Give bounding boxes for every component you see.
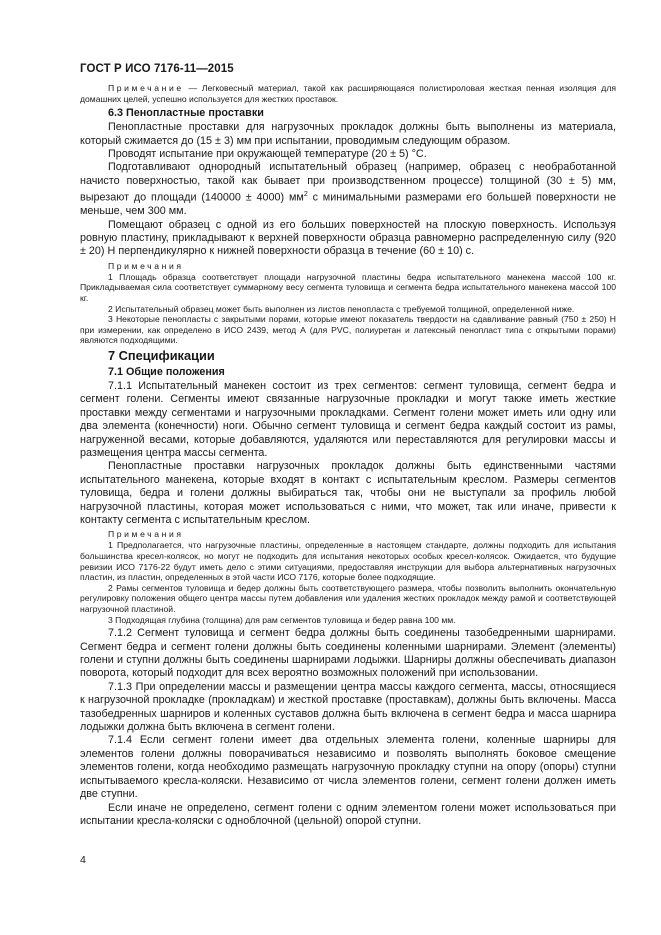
section-6-3-paragraph-4: Помещают образец с одной из его больших поверхностей на плоскую поверхность. Используя ровную пластину, прикладывают к верхней поверхности образца равномерно распределенную силу (920 ± 20) Н перпендикулярно к нижней поверхности образца в течение (60 ± 10) с. — [80, 218, 616, 258]
note-intro — [80, 83, 616, 104]
p3-part-a: Подготавливают однородный испытательный образец (например, образец с необработанной начисто поверхностью, такой как бывает при производственном процессе) толщиной (30 ± 5) мм, вырезают до площади (140000 ± 4000) мм — [80, 161, 616, 204]
note-6-3-1: 1 Площадь образца соответствует площади нагрузочной пластины бедра испытательного манекена массой 100 кг. Прикладываемая сила соответствует суммарному весу сегмента туловища и сегмента бедра испытательного манекена массой 100 кг. — [80, 271, 616, 304]
note-7-1-2: 2 Рамы сегментов туловища и бедер должны быть соответствующего размера, чтобы позволить выполнить окончательную регулировку положения общего центра массы путем добавления или удаления жестких прокладок между рамой и соответствующей нагрузочной пластиной. — [80, 582, 616, 615]
section-7-1-1: 7.1.1 Испытательный манекен состоит из трех сегментов: сегмент туловища, сегмент бедра и сегмент голени. Сегменты имеют связанные нагрузочные прокладки и могут также иметь жесткие проставки между сегментами и нагрузочными прокладками. Сегмент голени может иметь или одну или два элемента (конечности) ноги. Обычно сегмент туловища и сегмент бедра каждый состоит из рамы, нагруженной весами, которые добавляются, удаляются или переставляются для регулировки массы и размещения центра массы сегмента. — [80, 380, 616, 460]
section-7-1-title: 7.1 Общие положения — [108, 366, 225, 378]
section-7-1-2: 7.1.2 Сегмент туловища и сегмент бедра должны быть соединены тазобедренными шарнирами. Сегмент бедра и сегмент голени должны быть соединены коленными шарнирами. Элемент (элементы) голени и ступни должны быть соединены шарнирами лодыжки. Шарниры должны обеспечивать диапазон поворота, который подходит для всех вероятно возможных положений при использовании. — [80, 627, 616, 680]
section-7-1-1-b: Пенопластные проставки нагрузочных прокладок должны быть единственными частями испытательного манекена, которые входят в контакт с испытательным креслом. Размеры сегментов туловища, бедра и голени должны выбираться так, чтобы они не выступали за профиль любой нагрузочной пластины, которая может использоваться с ними, что может, так или иначе, привести к контакту сегмента с испытательным креслом. — [80, 460, 616, 527]
document-header: ГОСТ Р ИСО 7176-11—2015 — [80, 63, 234, 75]
section-6-3-paragraph-3 — [80, 161, 616, 218]
note-7-1-1: 1 Предполагается, что нагрузочные пластины, определенные в настоящем стандарте, должны подходить для испытания большинства кресел-колясок, но могут не подходить для испытания некоторых особых кресел-колясок. Ожидается, что будущие ревизии ИСО 7176-22 будут иметь дело с этими ситуациями, предоставляя инструкции для выбора альтернативных нагрузочных пластин, из пластин, определенных в этой части ИСО 7176, которые более подходящие. — [80, 540, 616, 583]
page-number: 4 — [80, 854, 86, 866]
page-content — [80, 83, 616, 828]
section-6-3-title: 6.3 Пенопластные проставки — [108, 107, 264, 120]
note-6-3-2: 2 Испытательный образец может быть выполнен из листов пенопласта с требуемой толщиной, определенной ниже. — [108, 303, 575, 314]
section-7-1-4: 7.1.4 Если сегмент голени имеет два отдельных элемента голени, коленные шарниры для элементов голени должны поворачиваться независимо и позволять выполнять боковое смещение элементов голени, когда необходимо размещать нагрузочную прокладку ступни на опору (опоры) ступни испытываемого кресла-коляски. Независимо от числа элементов голени, сегмент голени должен иметь две ступни. — [80, 734, 616, 801]
section-7-1-4-b: Если иначе не определено, сегмент голени с одним элементом голени может использоваться при испытании кресла-коляски с одноблочной (цельной) опорой ступни. — [80, 801, 616, 827]
section-6-3-paragraph-2: Проводят испытание при окружающей температуре (20 ± 5) °С. — [108, 148, 427, 160]
notes-heading-6-3: Примечания — [108, 260, 184, 271]
note-6-3-3: 3 Некоторые пенопласты с закрытыми порами, которые имеют показатель твердости на сдавливание равный (750 ± 250) Н при измерении, как определено в ИСО 2439, метод А (для PVC, полиуретан и латексный пенопласт типа с открытыми порами) являются подходящими. — [80, 314, 616, 346]
notes-heading-7-1: Примечания — [108, 529, 184, 540]
note-7-1-3: 3 Подходящая глубина (толщина) для рам сегментов туловища и бедер равна 100 мм. — [108, 614, 456, 625]
section-7-title: 7 Спецификации — [108, 348, 215, 363]
p3-superscript: 2 — [303, 191, 308, 199]
section-7-1-3: 7.1.3 При определении массы и размещении центра массы каждого сегмента, массы, относящиеся к нагрузочной прокладке (прокладкам) и жесткой проставке (проставкам), должны быть включены. Масса тазобедренных шарниров и коленных суставов должна быть включена в сегмент бедра и масса шарнира лодыжки должна быть включена в сегмент голени. — [80, 680, 616, 734]
section-6-3-paragraph-1: Пенопластные проставки для нагрузочных прокладок должны быть выполнены из материала, который сжимается до (15 ± 3) мм при испытании, проводимым следующим образом. — [80, 121, 616, 147]
note-label: Примечание — [108, 83, 184, 93]
note-text: — Легковесный материал, такой как расширяющаяся полистироловая жесткая пенная изоляция для домашних целей, успешно используется для жестких проставок. — [80, 83, 616, 104]
p3-part-b: с минимальными размерами его большей поверхности не меньше, чем 300 мм. — [80, 191, 616, 218]
